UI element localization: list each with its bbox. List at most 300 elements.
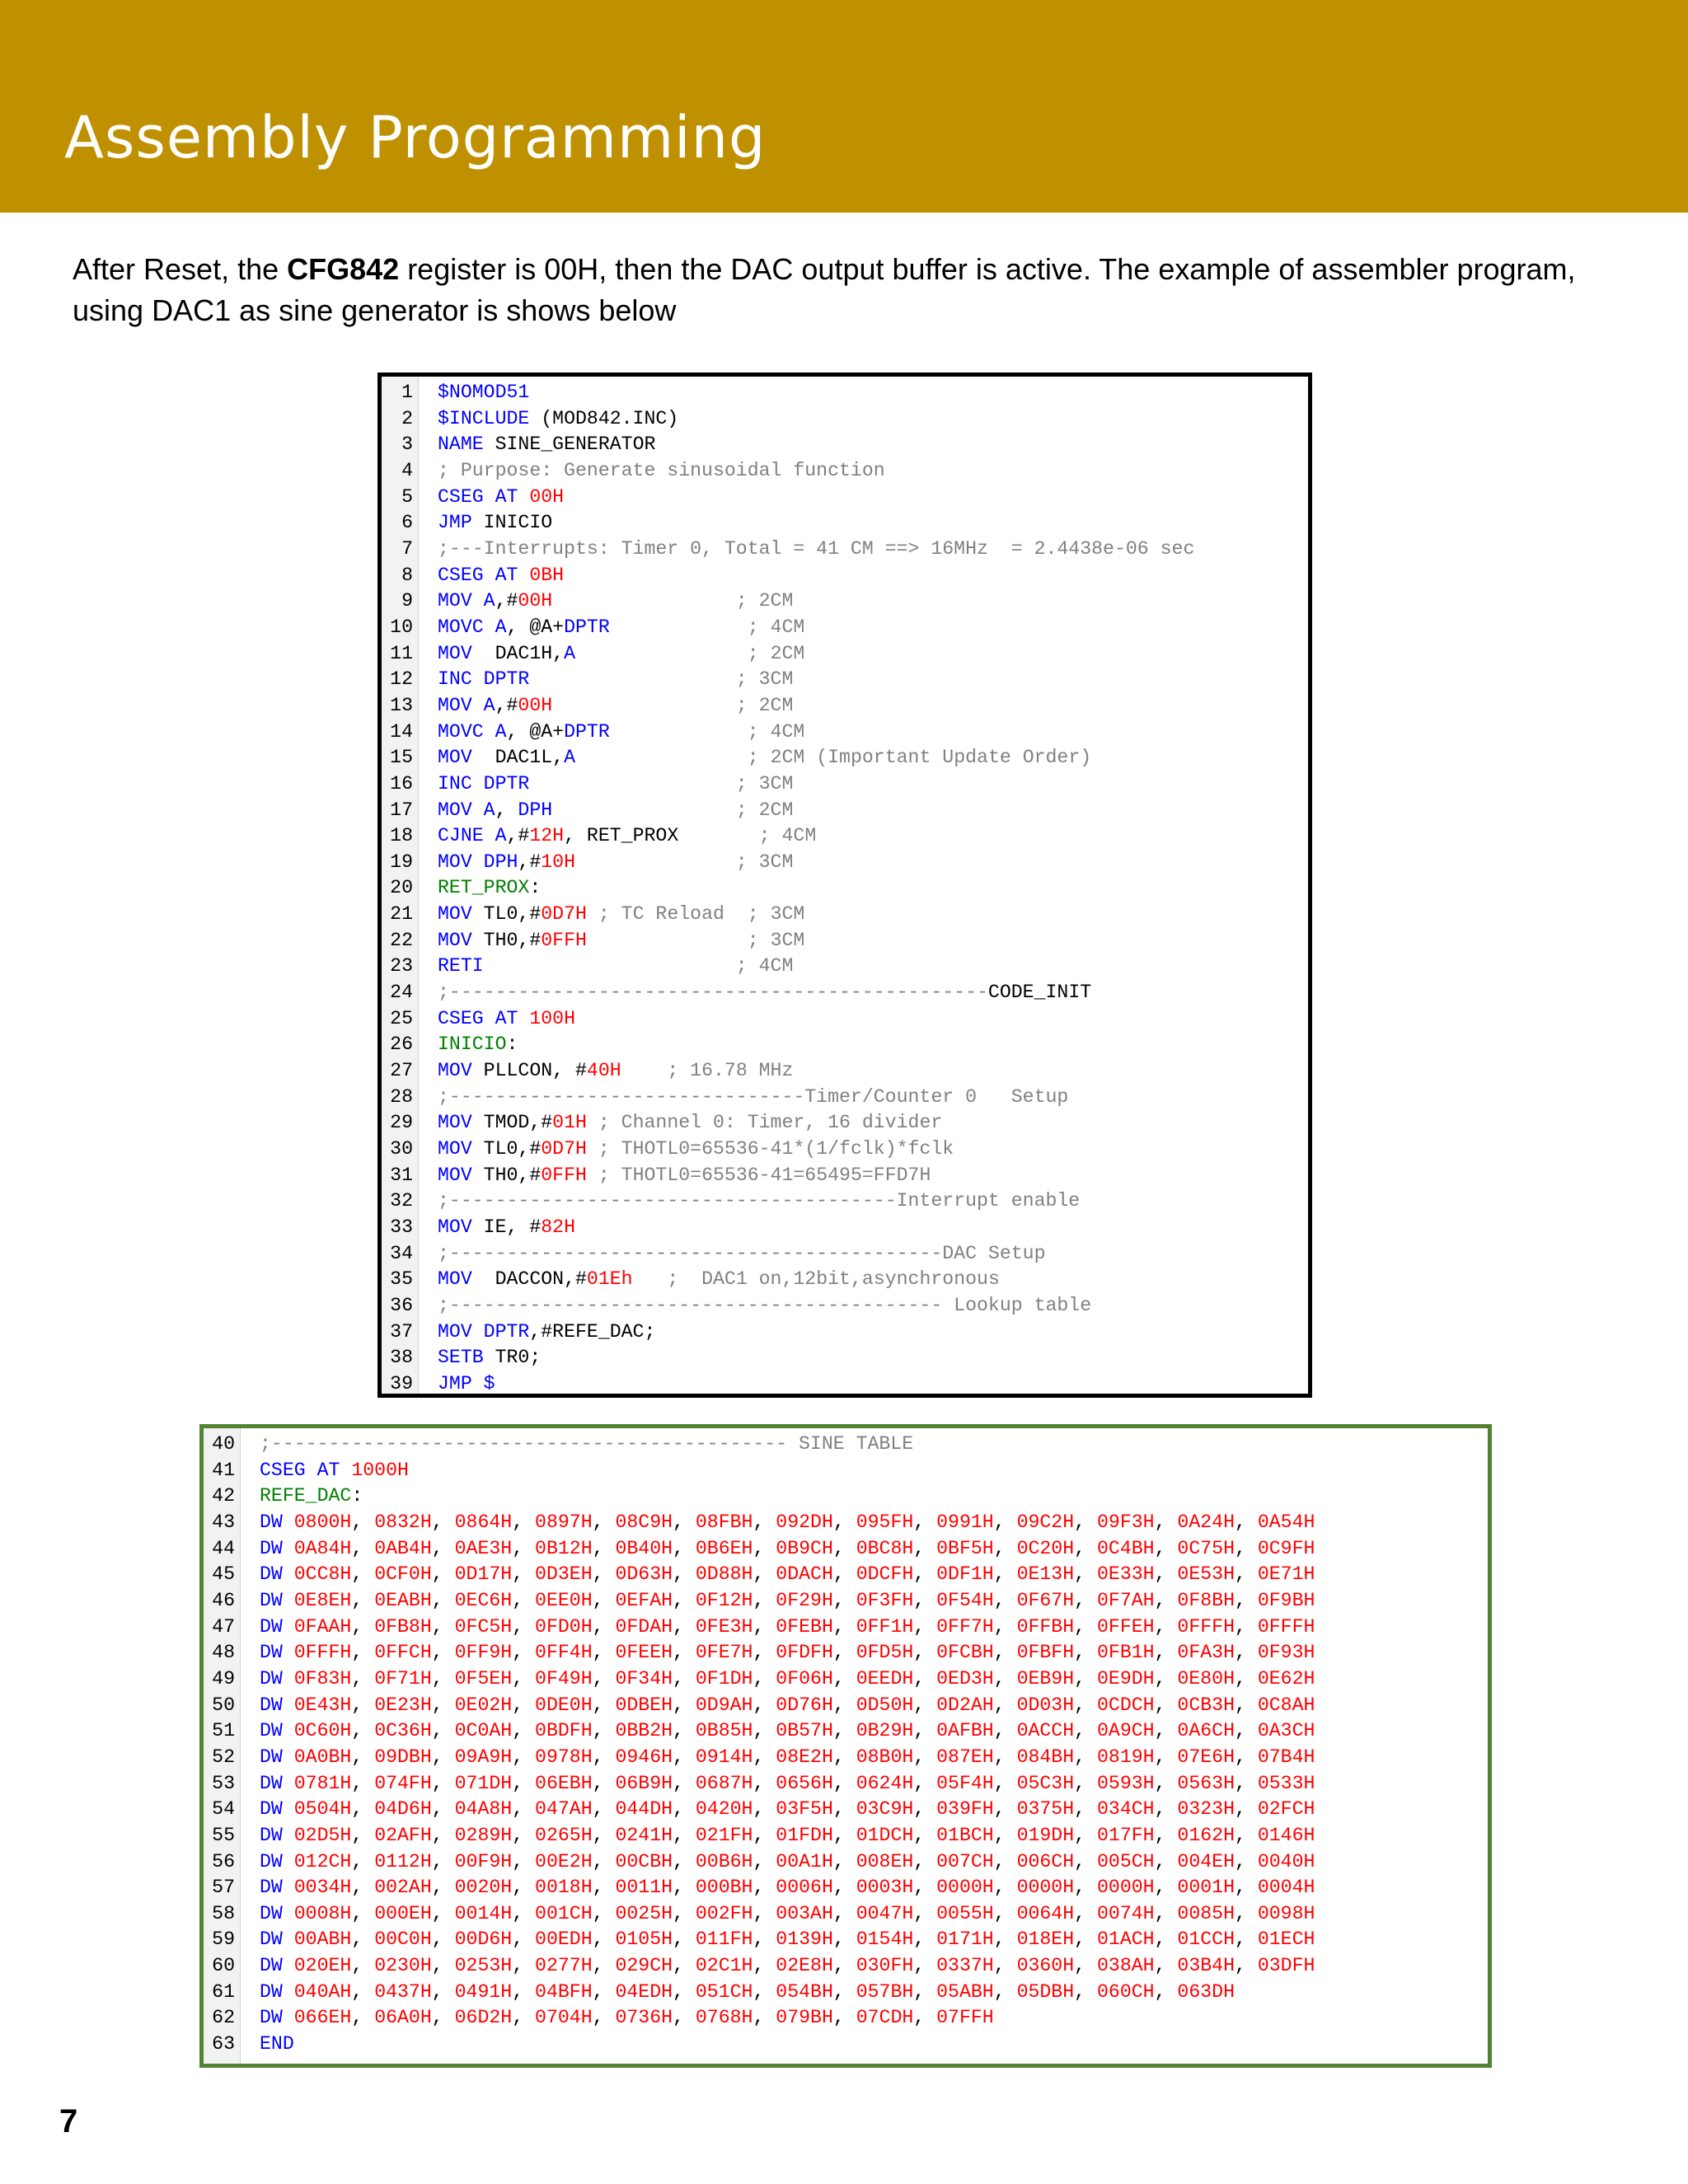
line-number: 22: [390, 929, 413, 951]
code-token: ,: [832, 1746, 856, 1768]
code-text: [438, 1163, 931, 1189]
code-token: ,: [1154, 1798, 1178, 1821]
code-token: ,: [1154, 1667, 1178, 1690]
code-token: 018EH: [1016, 1929, 1075, 1951]
code-token: ,: [1074, 1667, 1097, 1690]
line-number: 20: [390, 877, 413, 899]
code-token: 011FH: [695, 1929, 753, 1951]
code-line: [382, 1267, 1308, 1293]
code-token: ,: [431, 1772, 455, 1794]
code-token: 0AE3H: [454, 1537, 513, 1559]
line-number: 34: [390, 1242, 413, 1264]
line-number: 29: [390, 1112, 413, 1134]
code-token: 002FH: [695, 1902, 753, 1924]
code-token: ,: [592, 1642, 616, 1664]
code-token: ,: [913, 1746, 937, 1768]
code-text: [260, 1693, 1315, 1719]
line-number: 60: [212, 1955, 235, 1977]
code-token: ,: [1074, 1511, 1097, 1533]
code-token: ,#: [506, 825, 530, 847]
code-text: [260, 1432, 913, 1458]
register-name: CFG842: [287, 252, 400, 286]
code-token: ,: [673, 1615, 696, 1638]
code-token: 0FFEH: [1096, 1615, 1155, 1638]
code-token: 0337H: [936, 1955, 994, 1977]
line-number: 63: [212, 2033, 235, 2055]
code-token: 0B6EH: [695, 1537, 753, 1559]
code-token: 00H: [518, 590, 553, 612]
line-number: 54: [212, 1798, 235, 1821]
code-token: 0FFH: [541, 929, 587, 951]
code-token: 00H: [518, 694, 553, 716]
code-token: ,: [592, 1929, 616, 1951]
code-token: 0E33H: [1096, 1563, 1155, 1586]
code-token: ,: [913, 2007, 937, 2029]
code-token: ,: [351, 1694, 375, 1716]
code-token: ,: [592, 1746, 616, 1768]
code-token: 034CH: [1096, 1798, 1155, 1821]
code-token: 087EH: [936, 1746, 994, 1768]
code-token: ,: [431, 1694, 455, 1716]
code-token: 0F67H: [1016, 1589, 1075, 1611]
code-token: 08B0H: [856, 1746, 914, 1768]
code-token: ,: [512, 1563, 536, 1586]
code-token: [283, 1851, 294, 1872]
code-line: [204, 1771, 1488, 1797]
code-token: [484, 955, 736, 977]
code-token: 044DH: [615, 1798, 673, 1821]
code-token: ,: [351, 1980, 375, 2003]
code-token: ,: [1154, 1824, 1178, 1846]
code-token: ,: [913, 1537, 937, 1559]
code-token: 0D3EH: [535, 1563, 593, 1586]
code-token: DW: [260, 1615, 283, 1638]
code-token: $INCLUDE: [438, 407, 530, 429]
code-line: [382, 798, 1308, 824]
code-token: 0864H: [454, 1511, 513, 1533]
code-line: [204, 1849, 1488, 1876]
code-token: ,: [1074, 1720, 1097, 1742]
code-token: 0C4BH: [1096, 1537, 1155, 1559]
code-token: ;---------------------------------------Interrupt enable: [438, 1190, 1081, 1212]
code-token: ,: [832, 1537, 856, 1559]
code-token: 04A8H: [454, 1798, 513, 1821]
line-number: 36: [390, 1294, 413, 1316]
code-text: [438, 1188, 1080, 1215]
line-number: 16: [390, 772, 413, 794]
code-token: ,: [592, 1798, 616, 1821]
line-number: 53: [212, 1772, 235, 1794]
code-token: 0D9AH: [695, 1694, 753, 1716]
code-token: ;---Interrupts: Timer 0, Total = 41 CM ==> 16MHz = 2.4438e-06 sec: [438, 537, 1195, 560]
code-token: MOVC A: [438, 720, 507, 743]
code-token: 0C20H: [1016, 1537, 1075, 1559]
code-token: ,: [832, 1772, 856, 1794]
code-token: [621, 1060, 668, 1081]
code-token: DW: [260, 1824, 283, 1846]
code-token: CODE_INIT: [987, 982, 1092, 1004]
code-text: [438, 875, 541, 902]
code-token: 0277H: [535, 1955, 593, 1977]
code-token: 0105H: [615, 1929, 673, 1951]
code-token: DPTR: [564, 720, 610, 743]
code-text: [438, 1110, 942, 1137]
line-number: 5: [401, 485, 413, 508]
line-number: 48: [212, 1642, 235, 1664]
code-token: 008EH: [856, 1850, 914, 1872]
code-token: [283, 1773, 294, 1794]
code-line: [382, 902, 1308, 928]
code-token: 0BF5H: [936, 1537, 994, 1559]
code-token: ,: [673, 1589, 696, 1611]
code-token: [552, 590, 736, 612]
code-token: 0A9CH: [1096, 1720, 1155, 1742]
code-token: ,: [592, 1902, 616, 1924]
code-token: ,: [913, 1980, 937, 2003]
code-token: ; 2CM: [735, 590, 794, 612]
code-token: 054BH: [776, 1980, 833, 2003]
code-token: [529, 668, 735, 690]
code-token: ,: [832, 1589, 856, 1611]
code-token: ,: [431, 1667, 455, 1690]
code-line: [382, 667, 1308, 693]
code-token: [610, 616, 748, 638]
code-text: [438, 850, 793, 876]
code-token: 0253H: [454, 1955, 513, 1977]
code-token: ,: [1074, 1850, 1097, 1872]
code-token: 000BH: [695, 1877, 753, 1899]
code-token: ,: [753, 1667, 776, 1690]
code-line: [382, 928, 1308, 954]
code-token: ,: [913, 1955, 937, 1977]
code-token: 0E02H: [454, 1694, 513, 1716]
code-token: ,: [1074, 1929, 1097, 1951]
code-text: [438, 928, 804, 954]
code-token: 0F1DH: [695, 1667, 753, 1690]
page-number: 7: [59, 2103, 78, 2139]
code-token: ,: [753, 1850, 776, 1872]
code-token: ,: [351, 1955, 375, 1977]
code-token: 0047H: [856, 1902, 914, 1924]
code-token: 0004H: [1257, 1877, 1315, 1899]
code-text: [260, 1718, 1315, 1745]
code-line: [204, 1718, 1488, 1745]
code-token: 0D50H: [856, 1694, 914, 1716]
code-token: $NOMOD51: [438, 382, 530, 403]
code-text: [438, 563, 564, 589]
code-token: 0BDFH: [535, 1720, 593, 1742]
code-token: 08FBH: [695, 1511, 753, 1533]
code-token: 000EH: [374, 1902, 432, 1924]
code-token: DW: [260, 1667, 283, 1690]
code-lines: [382, 380, 1308, 1398]
code-token: 039FH: [936, 1798, 994, 1821]
code-token: ,: [512, 1615, 536, 1638]
line-number: 32: [390, 1190, 413, 1212]
code-line: [382, 537, 1308, 563]
code-token: 0897H: [535, 1511, 593, 1533]
code-token: 0FE7H: [695, 1642, 753, 1664]
code-token: IE, #: [471, 1216, 542, 1238]
code-token: ,: [512, 1772, 536, 1794]
code-token: ,: [673, 1642, 696, 1664]
code-token: [340, 1460, 351, 1481]
code-text: [438, 615, 804, 641]
code-token: 0230H: [374, 1955, 432, 1977]
code-token: [283, 1877, 294, 1898]
line-number: 18: [390, 825, 413, 847]
code-token: ; 4CM: [747, 720, 805, 743]
code-token: ,: [832, 1902, 856, 1924]
code-token: 0171H: [936, 1929, 994, 1951]
code-text: [260, 1666, 1315, 1693]
code-token: 03B4H: [1177, 1955, 1235, 1977]
code-token: 00C0H: [374, 1929, 432, 1951]
code-text: [438, 693, 793, 719]
line-number: 41: [212, 1459, 235, 1481]
code-token: MOV: [438, 1216, 472, 1238]
code-token: ,: [753, 1798, 776, 1821]
code-token: 0018H: [535, 1877, 593, 1899]
code-token: , RET_PROX: [564, 825, 759, 847]
code-token: TMOD,#: [471, 1112, 553, 1134]
code-token: ,: [1154, 1563, 1178, 1586]
code-text: [260, 1797, 1315, 1823]
code-token: [283, 1616, 294, 1638]
code-token: MOV DPH: [438, 851, 518, 873]
code-token: DW: [260, 1929, 283, 1951]
code-token: 019DH: [1016, 1824, 1075, 1846]
code-line: [204, 1875, 1488, 1901]
code-token: [283, 1720, 294, 1741]
code-token: ,: [993, 1955, 1017, 1977]
code-token: 0000H: [1096, 1877, 1155, 1899]
code-token: ,: [753, 1929, 776, 1951]
code-token: 0FC5H: [454, 1615, 513, 1638]
code-token: [587, 903, 598, 925]
code-token: 084BH: [1016, 1746, 1075, 1768]
code-token: DW: [260, 1955, 283, 1977]
code-token: ,: [753, 1615, 776, 1638]
code-token: 0E8EH: [293, 1589, 352, 1611]
line-number: 1: [401, 382, 413, 403]
code-token: 04EDH: [615, 1980, 673, 2003]
code-token: ,: [1234, 1850, 1258, 1872]
code-token: 0D2AH: [936, 1694, 994, 1716]
code-token: 03F5H: [776, 1798, 833, 1821]
code-token: ; 3CM: [747, 929, 805, 951]
code-token: 0FFCH: [374, 1642, 432, 1664]
code-line: [382, 1110, 1308, 1137]
code-token: [283, 2007, 294, 2028]
line-number: 43: [212, 1511, 235, 1533]
code-line: [382, 1058, 1308, 1085]
code-token: 0006H: [776, 1877, 833, 1899]
code-token: ,: [512, 1511, 536, 1533]
code-token: ,: [431, 1642, 455, 1664]
code-token: MOV: [438, 1268, 472, 1291]
code-text: [438, 1267, 1000, 1293]
code-token: ,: [1234, 1720, 1258, 1742]
code-token: ,: [512, 1798, 536, 1821]
code-line: [382, 1345, 1308, 1371]
code-text: [260, 1562, 1315, 1588]
code-token: ,: [351, 1902, 375, 1924]
code-token: ,: [753, 1980, 776, 2003]
code-token: ,: [431, 1929, 455, 1951]
code-token: JMP: [438, 512, 472, 534]
code-line: [204, 1953, 1488, 1980]
code-token: 0EABH: [374, 1589, 432, 1611]
code-token: [610, 721, 748, 743]
code-token: ; 2CM: [747, 642, 805, 664]
code-token: ; 2CM: [735, 694, 794, 716]
code-token: ,: [1074, 1615, 1097, 1638]
code-token: ,: [673, 1955, 696, 1977]
code-text: [260, 1536, 1315, 1563]
line-number: 9: [401, 590, 413, 612]
code-token: 092DH: [776, 1511, 833, 1533]
code-token: 063DH: [1177, 1980, 1235, 2003]
line-number: 11: [390, 642, 413, 664]
code-token: ,: [351, 1824, 375, 1846]
code-line: [204, 1483, 1488, 1510]
code-token: ,: [753, 1537, 776, 1559]
code-token: 01CCH: [1177, 1929, 1235, 1951]
line-number: 4: [401, 459, 413, 481]
line-number: 35: [390, 1268, 413, 1291]
code-token: ,: [512, 1980, 536, 2003]
code-token: 0C0AH: [454, 1720, 513, 1742]
code-text: [438, 588, 793, 615]
code-token: ,: [512, 1720, 536, 1742]
code-token: MOV: [438, 929, 472, 951]
code-token: 0E80H: [1177, 1667, 1235, 1690]
code-token: 0323H: [1177, 1798, 1235, 1821]
code-token: 00CBH: [615, 1850, 673, 1872]
code-text: [438, 641, 804, 668]
intro-text-start: After Reset, the: [73, 252, 288, 286]
code-token: 0563H: [1177, 1772, 1235, 1794]
code-token: 030FH: [856, 1955, 914, 1977]
code-token: 07CDH: [856, 2007, 914, 2029]
code-token: DW: [260, 1511, 283, 1533]
code-token: MOV: [438, 1164, 472, 1186]
code-line: [204, 1536, 1488, 1563]
code-token: 0064H: [1016, 1902, 1075, 1924]
code-line: [382, 850, 1308, 876]
code-token: 0E13H: [1016, 1563, 1075, 1586]
code-token: [518, 565, 529, 586]
code-token: ; 3CM: [735, 668, 794, 691]
code-token: 0800H: [293, 1511, 352, 1533]
code-token: ,: [832, 1563, 856, 1586]
code-token: ,: [431, 1563, 455, 1586]
code-token: 060CH: [1096, 1980, 1155, 2003]
code-token: 0FF9H: [454, 1642, 513, 1664]
code-token: 0020H: [454, 1877, 513, 1899]
code-token: 0FFH: [541, 1164, 587, 1186]
code-token: DW: [260, 1746, 283, 1768]
code-token: ,: [1074, 1746, 1097, 1768]
code-token: 01ECH: [1257, 1929, 1315, 1951]
line-number: 39: [390, 1372, 413, 1394]
code-line: [382, 641, 1308, 668]
code-token: 09F3H: [1096, 1511, 1155, 1533]
code-token: 0F93H: [1257, 1642, 1315, 1664]
code-token: ,: [673, 1798, 696, 1821]
code-token: TH0,#: [471, 929, 542, 951]
code-text: [438, 745, 1091, 771]
code-token: [283, 1903, 294, 1924]
code-token: ,: [1154, 1642, 1178, 1664]
code-token: DW: [260, 1902, 283, 1924]
code-token: 02FCH: [1257, 1798, 1315, 1821]
code-token: 0946H: [615, 1746, 673, 1768]
code-token: DAC1L,: [471, 747, 565, 769]
code-token: [283, 1929, 294, 1950]
code-line: [382, 1188, 1308, 1215]
code-token: ,: [673, 1929, 696, 1951]
code-token: 0FEEH: [615, 1642, 673, 1664]
code-token: A: [564, 642, 575, 664]
code-token: ,: [512, 1642, 536, 1664]
code-text: [438, 902, 804, 928]
code-token: (MOD842.INC): [529, 407, 679, 429]
code-token: ,: [753, 1642, 776, 1664]
code-token: ,: [1234, 1877, 1258, 1899]
code-token: ,: [832, 2007, 856, 2029]
code-token: TR0;: [483, 1347, 542, 1369]
code-token: $: [483, 1372, 495, 1394]
code-token: ,: [1154, 1746, 1178, 1768]
code-token: TL0,#: [471, 1138, 542, 1160]
code-token: ,: [512, 1537, 536, 1559]
code-token: ; Channel 0: Timer, 16 divider: [598, 1112, 943, 1134]
code-token: [283, 1981, 294, 2003]
code-token: :: [351, 1485, 363, 1507]
code-token: ,: [673, 1667, 696, 1690]
code-token: ,: [431, 1824, 455, 1846]
code-token: 0011H: [615, 1877, 673, 1899]
code-token: ,: [673, 1511, 696, 1533]
code-token: 0FDFH: [776, 1642, 833, 1664]
code-token: 0FB1H: [1096, 1642, 1155, 1664]
code-token: 0F49H: [535, 1667, 593, 1690]
code-token: ,: [351, 1746, 375, 1768]
code-line: [382, 432, 1308, 458]
code-token: ,: [673, 1824, 696, 1846]
code-token: ,: [993, 1746, 1017, 1768]
code-line: [382, 954, 1308, 980]
code-text: [260, 1745, 1315, 1771]
code-token: ;-------------------------------Timer/Counter 0 Setup: [438, 1085, 1069, 1108]
code-token: 001CH: [535, 1902, 593, 1924]
code-token: 051CH: [695, 1980, 753, 2003]
code-token: 029CH: [615, 1955, 673, 1977]
code-token: A: [564, 747, 575, 769]
code-token: 0FDAH: [615, 1615, 673, 1638]
code-token: 04BFH: [535, 1980, 593, 2003]
code-token: 0768H: [695, 2007, 753, 2029]
code-token: 0BB2H: [615, 1720, 673, 1742]
code-token: ,: [592, 1824, 616, 1846]
code-token: ,: [495, 799, 518, 821]
line-number: 26: [390, 1033, 413, 1056]
line-number: 17: [390, 799, 413, 821]
code-token: DW: [260, 1798, 283, 1821]
code-token: CJNE A: [438, 825, 507, 847]
